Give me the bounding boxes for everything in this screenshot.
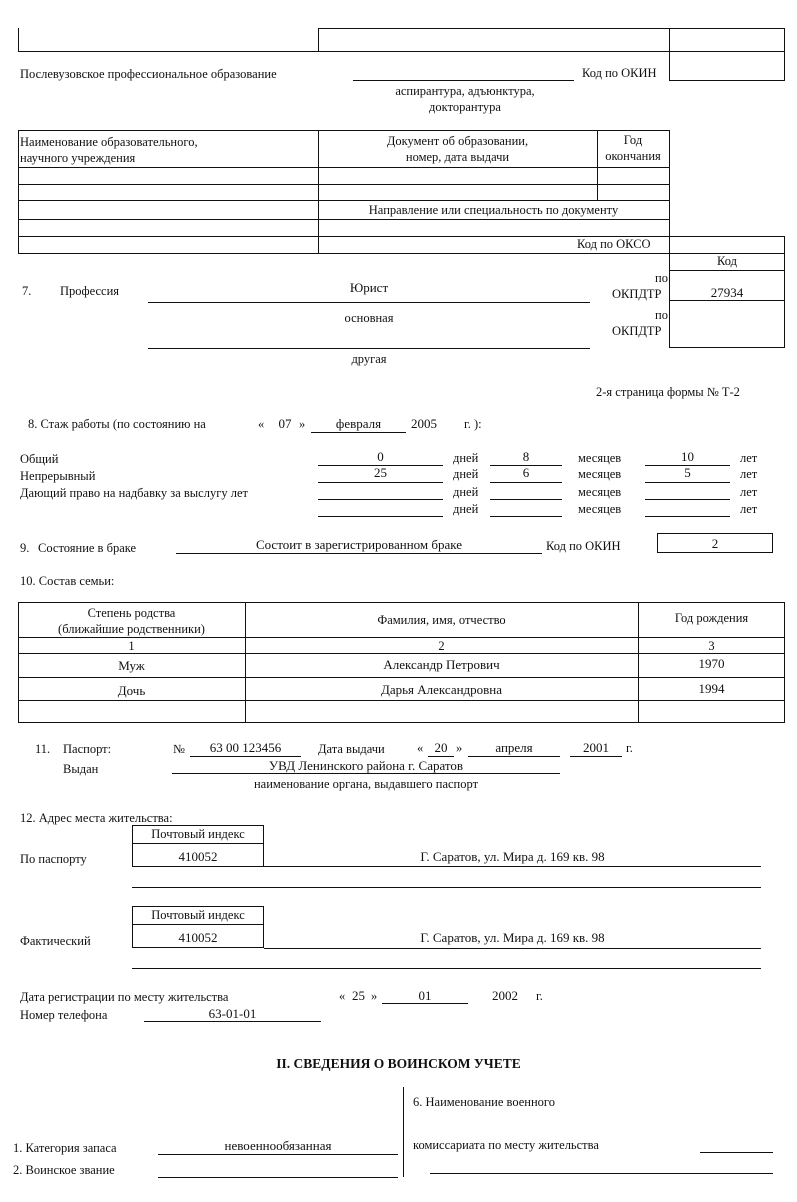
registration-year: 2002 [492, 988, 518, 1003]
okpdtr-label-2: ОКПДТР [612, 324, 662, 338]
top-table-left-edge [18, 28, 19, 51]
experience-months-label: месяцев [578, 485, 622, 499]
experience-years-label: лет [740, 467, 758, 481]
profession-main-value: Юрист [349, 280, 389, 295]
edu-okso-label: Код по ОКСО [577, 237, 651, 251]
registration-month-line [382, 1003, 468, 1004]
experience-month: февраля [335, 416, 382, 431]
okpdtr-po-1: по [655, 271, 668, 285]
passport-year-suffix: г. [626, 741, 633, 755]
edu-col2-header: Документ об образовании, [386, 134, 529, 148]
family-col-number: 1 [128, 639, 135, 653]
military-column-divider [403, 1087, 404, 1177]
registration-day: 25 [352, 988, 365, 1003]
passport-number-label: 11. [35, 742, 51, 756]
edu-table-line [18, 167, 669, 168]
family-table-line [18, 677, 785, 678]
experience-months-line [490, 499, 562, 500]
military-reserve-label: 1. Категория запаса [13, 1141, 117, 1155]
experience-row-days: 0 [377, 449, 384, 464]
family-header-year: Год рождения [674, 611, 749, 625]
experience-row-label: Непрерывный [20, 469, 96, 483]
actual-zip: 410052 [178, 930, 218, 945]
profession-code-line [669, 300, 785, 301]
passport-issued-by: УВД Ленинского района г. Саратов [268, 758, 464, 773]
actual-zip-label: Почтовый индекс [151, 908, 245, 922]
okpdtr-label-1: ОКПДТР [612, 287, 662, 301]
edu-col3-header: Год [623, 133, 643, 147]
passport-zip-label: Почтовый индекс [151, 827, 245, 841]
passport-zip: 410052 [178, 849, 218, 864]
experience-row-days: 25 [374, 465, 387, 480]
experience-row-months: 6 [522, 465, 530, 480]
experience-years-line [645, 499, 730, 500]
profession-label: Профессия [60, 284, 120, 298]
experience-months-label: месяцев [578, 502, 622, 516]
military-commissariat-line [700, 1152, 773, 1153]
top-table-divider [318, 28, 319, 51]
marital-code: 2 [711, 536, 719, 551]
profession-main-code: 27934 [710, 285, 744, 300]
passport-address-line [264, 866, 761, 867]
address-passport-label: По паспорту [20, 852, 87, 866]
experience-months-label: месяцев [578, 451, 622, 465]
passport-issued-caption: наименование органа, выдавшего паспорт [253, 777, 479, 791]
marital-value: Состоит в зарегистрированном браке [255, 537, 463, 552]
family-header-relation: Степень родства [87, 606, 176, 620]
experience-years-label: лет [740, 451, 758, 465]
experience-years-label: лет [740, 502, 758, 516]
profession-code-header: Код [717, 254, 737, 268]
experience-months-line [490, 516, 562, 517]
military-rank-line [158, 1177, 398, 1178]
profession-other-caption: другая [351, 352, 387, 366]
top-code-divider [669, 28, 670, 80]
okso-code-right-edge [784, 236, 785, 253]
experience-months-line [490, 482, 562, 483]
family-row-relation: Муж [118, 658, 145, 673]
profession-main-caption: основная [344, 311, 394, 325]
marital-number: 9. [20, 541, 30, 555]
experience-month-line [311, 432, 406, 433]
registration-month: 01 [418, 988, 432, 1003]
phone-line [144, 1021, 321, 1022]
experience-year-suffix: г. ): [464, 417, 482, 431]
edu-table-right-edge [669, 130, 670, 253]
top-code-bottom-line [669, 80, 785, 81]
military-reserve-value: невоеннообязанная [224, 1138, 332, 1153]
family-row-relation: Дочь [117, 683, 146, 698]
military-commissariat-line-2 [430, 1173, 773, 1174]
passport-issued-label: Выдан [63, 762, 99, 776]
edu-table-line [18, 200, 669, 201]
family-row-year: 1994 [698, 681, 725, 696]
family-header-relation: (ближайшие родственники) [58, 622, 205, 636]
top-table-top-line [318, 28, 785, 29]
military-reserve-line [158, 1154, 398, 1155]
experience-row-months: 8 [522, 449, 530, 464]
experience-years-label: лет [740, 485, 758, 499]
experience-years-line [645, 516, 730, 517]
passport-month: апреля [495, 740, 533, 755]
experience-years-line [645, 482, 730, 483]
edu-direction-label: Направление или специальность по документу [368, 203, 619, 217]
experience-days-label: дней [453, 485, 479, 499]
edu-col3-header: окончания [605, 149, 661, 163]
experience-days-line [318, 482, 443, 483]
actual-address-line-2 [132, 968, 761, 969]
passport-month-line [468, 756, 560, 757]
passport-number: 63 00 123456 [209, 740, 282, 755]
edu-table-line [18, 184, 669, 185]
family-col-number: 3 [708, 639, 715, 653]
phone-label: Номер телефона [20, 1008, 108, 1022]
okpdtr-po-2: по [655, 308, 668, 322]
postgrad-sub-label-1: аспирантура, адъюнктура, [395, 84, 535, 98]
passport-open-quote: « [417, 741, 424, 755]
experience-days-label: дней [453, 467, 479, 481]
experience-year: 2005 [411, 416, 437, 431]
top-code-right-edge [784, 28, 785, 80]
military-section-title: II. СВЕДЕНИЯ О ВОИНСКОМ УЧЕТЕ [276, 1056, 521, 1071]
profession-other-line [148, 348, 590, 349]
experience-row-label: Дающий право на надбавку за выслугу лет [20, 486, 248, 500]
experience-row-years: 10 [681, 449, 694, 464]
experience-row-years: 5 [684, 465, 691, 480]
experience-months-label: месяцев [578, 467, 622, 481]
edu-col1-header: научного учреждения [20, 151, 136, 165]
edu-col1-header: Наименование образовательного, [20, 135, 198, 149]
military-rank-label: 2. Воинское звание [13, 1163, 115, 1177]
registration-label: Дата регистрации по месту жительства [20, 990, 229, 1004]
address-actual-label: Фактический [20, 934, 91, 948]
experience-close-quote: » [299, 417, 306, 431]
passport-zip-box-line [132, 843, 264, 844]
edu-col2-header: номер, дата выдачи [405, 150, 510, 164]
passport-close-quote: » [456, 741, 463, 755]
family-header-name: Фамилия, имя, отчество [377, 613, 506, 627]
actual-address-line [264, 948, 761, 949]
edu-table-line [18, 219, 669, 220]
passport-address-line-2 [132, 887, 761, 888]
profession-main-line [148, 302, 590, 303]
experience-row-label: Общий [20, 452, 59, 466]
postgrad-sub-label-2: докторантура [429, 100, 501, 114]
actual-address: Г. Саратов, ул. Мира д. 169 кв. 98 [420, 930, 605, 945]
profession-number: 7. [22, 284, 32, 298]
postgrad-okin-label: Код по ОКИН [582, 66, 657, 80]
passport-number-line [190, 756, 301, 757]
profession-code-line [669, 270, 785, 271]
family-row-year: 1970 [698, 656, 725, 671]
family-col-number: 2 [438, 639, 445, 653]
actual-zip-box-line [132, 924, 264, 925]
experience-open-quote: « [258, 417, 265, 431]
marital-label: Состояние в браке [38, 541, 137, 555]
passport-issue-label: Дата выдачи [318, 742, 385, 756]
family-row-name: Александр Петрович [383, 657, 500, 672]
phone-value: 63-01-01 [208, 1006, 257, 1021]
passport-year-line [570, 756, 622, 757]
passport-no-sign: № [173, 742, 185, 756]
family-table-line [18, 653, 785, 654]
passport-day: 20 [434, 740, 448, 755]
passport-issued-line [172, 773, 560, 774]
experience-title: 8. Стаж работы (по состоянию на [28, 417, 206, 431]
edu-table-line [18, 130, 669, 131]
registration-open-quote: « [339, 989, 346, 1003]
edu-table-col-divider [318, 130, 319, 253]
experience-days-line [318, 499, 443, 500]
family-row-name: Дарья Александровна [380, 682, 503, 697]
passport-label: Паспорт: [63, 742, 112, 756]
family-title: 10. Состав семьи: [20, 574, 115, 588]
experience-days-label: дней [453, 502, 479, 516]
postgrad-value-line [353, 80, 574, 81]
experience-days-line [318, 516, 443, 517]
marital-okin-label: Код по ОКИН [546, 539, 621, 553]
military-item6-label: комиссариата по месту жительства [413, 1138, 599, 1152]
experience-days-label: дней [453, 451, 479, 465]
passport-address: Г. Саратов, ул. Мира д. 169 кв. 98 [420, 849, 605, 864]
edu-table-left-edge [18, 130, 19, 253]
marital-value-line [176, 553, 542, 554]
experience-day: 07 [278, 416, 292, 431]
family-table-line [18, 700, 785, 701]
postgrad-label: Послевузовское профессиональное образование [20, 67, 277, 81]
registration-close-quote: » [371, 989, 378, 1003]
registration-year-suffix: г. [536, 989, 543, 1003]
passport-year: 2001 [583, 740, 609, 755]
passport-day-line [428, 756, 454, 757]
military-item6-label: 6. Наименование военного [413, 1095, 555, 1109]
family-table-line [18, 637, 785, 638]
address-title: 12. Адрес места жительства: [20, 811, 173, 825]
page-note: 2-я страница формы № Т-2 [596, 385, 740, 399]
